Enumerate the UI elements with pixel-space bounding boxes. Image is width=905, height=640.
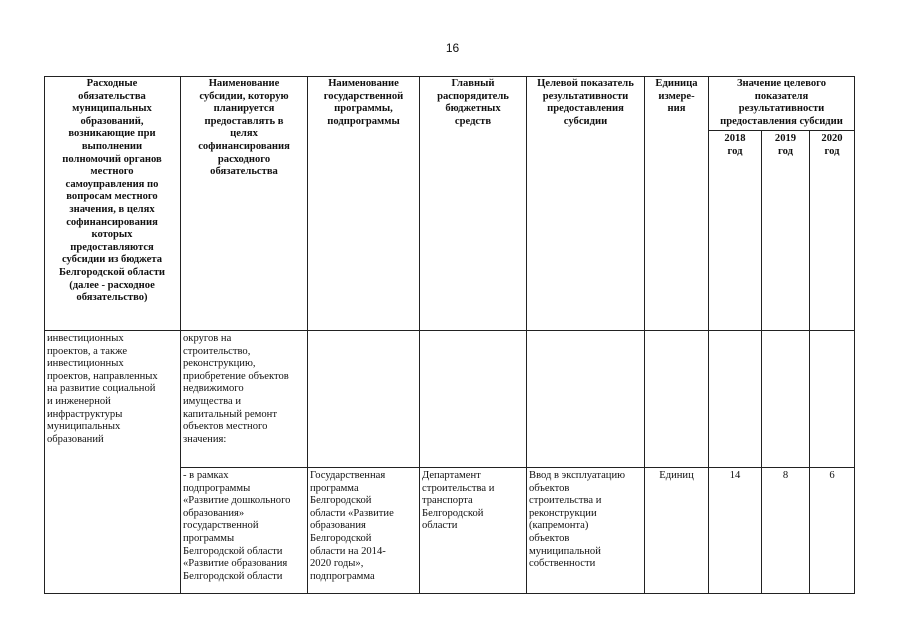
header-expenditure-obligations: Расходные обязательства муниципальных образований, возникающие при выполнении полномочий органов местного самоуправления по вопросам местного значения, в целях софинансирования которых предоставляются субсидии из бюджета Белгородской области (далее - расходное обязательство) (58, 78, 166, 304)
header-budget-manager: Главный распорядитель бюджетных средств (437, 78, 509, 127)
table-border-top (44, 76, 855, 77)
header-target-values: Значение целевого показателя результативности предоставления субсидии (720, 78, 843, 127)
col-divider-3 (419, 76, 420, 594)
years-header-divider (708, 130, 855, 131)
subsidy-table (44, 76, 855, 594)
header-year-2019: 2019 год (774, 133, 797, 157)
col-divider-5 (644, 76, 645, 594)
col-divider-8 (809, 130, 810, 594)
col-divider-6 (708, 76, 709, 594)
row1-expenditure-obligation: инвестиционных проектов, а также инвестиционных проектов, направленных на развитие социальной и инженерной инфраструктуры муниципальных образований (47, 333, 158, 445)
col-divider-7 (761, 130, 762, 594)
col-divider-4 (526, 76, 527, 594)
header-year-2020: 2020 год (821, 133, 843, 157)
table-border-right (854, 76, 855, 594)
header-subsidy-name: Наименование субсидии, которую планируется предоставлять в целях софинансирования расходного обязательства (198, 78, 290, 178)
page-number: 16 (445, 41, 460, 55)
header-bottom-line (44, 330, 855, 331)
row2-value-2019: 8 (782, 470, 789, 481)
col-divider-1 (180, 76, 181, 594)
table-border-left (44, 76, 45, 594)
row2-target-indicator: Ввод в эксплуатацию объектов строительства и реконструкции (капремонта) объектов муниципальной собственности (529, 470, 626, 570)
row2-budget-manager: Департамент строительства и транспорта Белгородской области (422, 470, 495, 532)
row-divider (180, 467, 855, 468)
row2-unit: Единиц (659, 470, 694, 481)
header-program-name: Наименование государственной программы, подпрограммы (323, 78, 404, 127)
row2-value-2018: 14 (729, 470, 741, 481)
table-border-bottom (44, 593, 855, 594)
header-target-indicator: Целевой показатель результативности предоставления субсидии (537, 78, 634, 127)
header-year-2018: 2018 год (724, 133, 746, 157)
row2-value-2020: 6 (829, 470, 835, 481)
col-divider-2 (307, 76, 308, 594)
header-unit: Единица измере- ния (655, 78, 698, 115)
row1-subsidy-name: округов на строительство, реконструкцию, приобретение объектов недвижимого имущества и капитальный ремонт объектов местного значения: (183, 333, 289, 445)
row2-program-name: Государственная программа Белгородской области «Развитие образования Белгородской области на 2014- 2020 годы», подпрограмма (310, 470, 394, 582)
row2-subsidy-name: - в рамках подпрограммы «Развитие дошкольного образования» государственной программы Белгородской области «Развитие образования Белгородской области (183, 470, 291, 582)
